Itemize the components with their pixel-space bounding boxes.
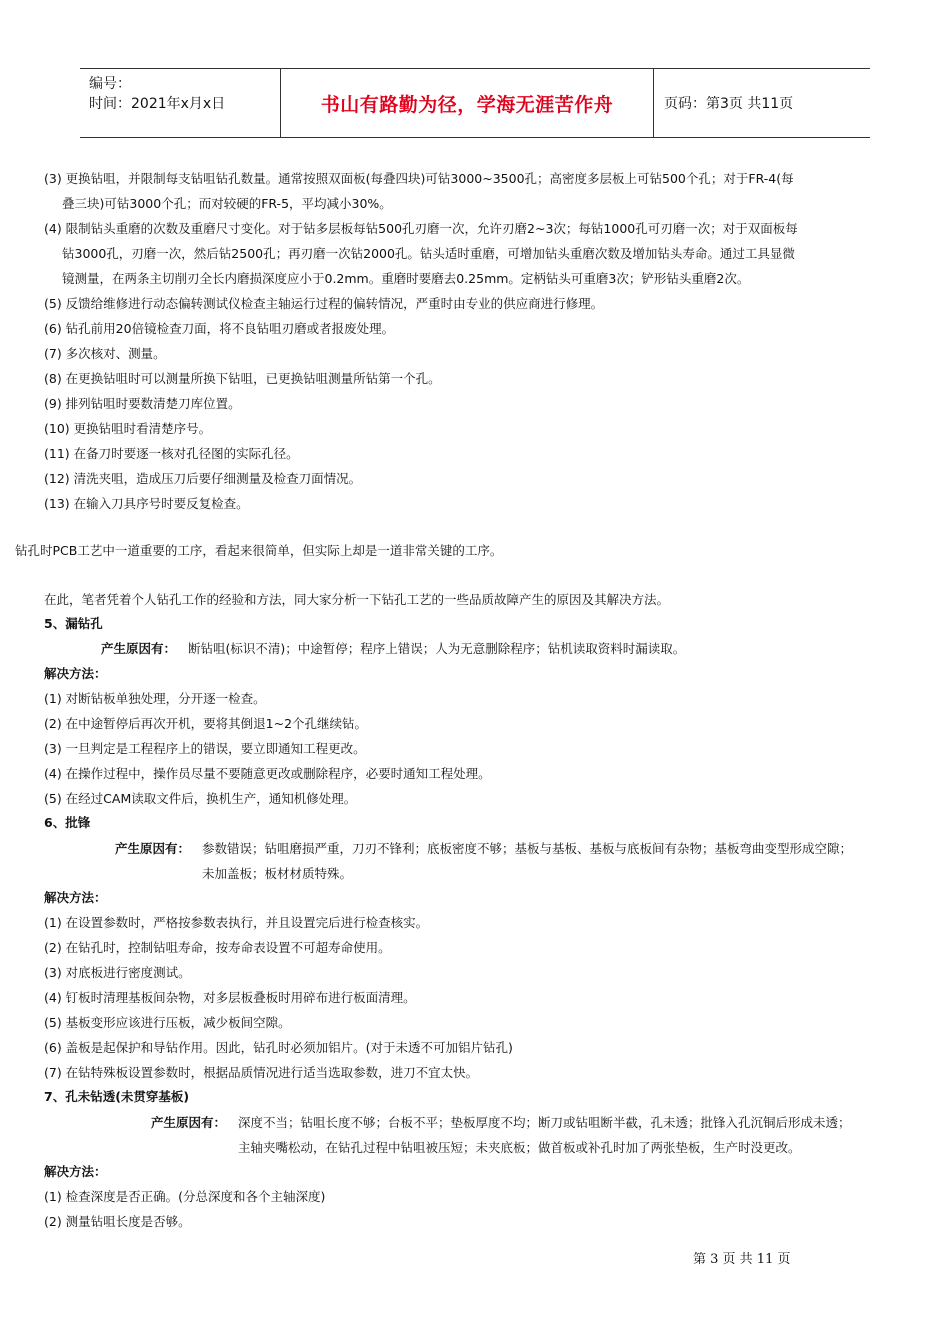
cause-text: 主轴夹嘴松动，在钻孔过程中钻咀被压短；未夹底板；做首板或补孔时加了两张垫板，生产时没更改。 <box>238 1140 801 1155</box>
text-line: (5) 反馈给维修进行动态偏转测试仪检查主轴运行过程的偏转情况，严重时由专业的供应商进行修理。 <box>44 296 604 311</box>
text-line: (4) 在操作过程中，操作员尽量不要随意更改或删除程序，必要时通知工程处理。 <box>44 766 491 781</box>
solution-label: 解决方法： <box>44 666 107 681</box>
cause-text: 断钻咀(标识不清)；中途暂停；程序上错误；人为无意删除程序；钻机读取资料时漏读取。 <box>188 641 686 656</box>
page-header <box>80 68 870 138</box>
paragraph: 钻孔时PCB工艺中一道重要的工序，看起来很简单，但实际上却是一道非常关键的工序。 <box>15 543 503 558</box>
text-line: (3) 对底板进行密度测试。 <box>44 965 191 980</box>
text-line: (12) 清洗夹咀，造成压刀后要仔细测量及检查刀面情况。 <box>44 471 362 486</box>
paragraph: 在此，笔者凭着个人钻孔工作的经验和方法，同大家分析一下钻孔工艺的一些品质故障产生的原因及其解决方法。 <box>44 592 670 607</box>
text-line: (2) 在钻孔时，控制钻咀寿命，按寿命表设置不可超寿命使用。 <box>44 940 391 955</box>
text-line: (10) 更换钻咀时看清楚序号。 <box>44 421 212 436</box>
text-line: (7) 在钻特殊板设置参数时，根据品质情况进行适当选取参数，进刀不宜太快。 <box>44 1065 479 1080</box>
cause-text: 未加盖板；板材材质特殊。 <box>202 866 353 881</box>
date-label: 时间：2021年x月x日 <box>89 96 226 112</box>
text-line: (9) 排列钻咀时要数清楚刀库位置。 <box>44 396 241 411</box>
text-line: (4) 限制钻头重磨的次数及重磨尺寸变化。对于钻多层板每钻500孔刃磨一次，允许刃磨2~3次；每钻1000孔可刃磨一次；对于双面板每 <box>44 221 798 236</box>
cause-text: 深度不当；钻咀长度不够；台板不平；垫板厚度不均；断刀或钻咀断半截，孔未透；批锋入孔沉铜后形成未透； <box>238 1115 851 1130</box>
text-line: 钻3000孔，刃磨一次，然后钻2500孔；再刃磨一次钻2000孔。钻头适时重磨，可增加钻头重磨次数及增加钻头寿命。通过工具显微 <box>62 246 795 261</box>
text-line: 叠三块)可钻3000个孔；而对较硬的FR-5，平均减小30%。 <box>62 196 392 211</box>
cause-label: 产生原因有： <box>151 1115 227 1130</box>
text-line: (4) 钉板时清理基板间杂物，对多层板叠板时用碎布进行板面清理。 <box>44 990 416 1005</box>
section-heading: 6、批锋 <box>44 815 91 830</box>
text-line: (13) 在输入刀具序号时要反复检查。 <box>44 496 249 511</box>
text-line: (3) 一旦判定是工程程序上的错误，要立即通知工程更改。 <box>44 741 366 756</box>
text-line: (6) 钻孔前用20倍镜检查刀面，将不良钻咀刃磨或者报废处理。 <box>44 321 395 336</box>
page-footer: 第 3 页 共 11 页 <box>693 1252 791 1267</box>
motto: 书山有路勤为径，学海无涯苦作舟 <box>280 69 654 137</box>
text-line: (2) 测量钻咀长度是否够。 <box>44 1214 191 1229</box>
header-left-cell <box>80 69 280 137</box>
text-line: (5) 在经过CAM读取文件后，换机生产，通知机修处理。 <box>44 791 357 806</box>
solution-label: 解决方法： <box>44 890 107 905</box>
section-heading: 5、漏钻孔 <box>44 616 103 631</box>
text-line: (6) 盖板是起保护和导钻作用。因此，钻孔时必须加铝片。(对于未透不可加铝片钻孔) <box>44 1040 513 1055</box>
text-line: (7) 多次核对、测量。 <box>44 346 166 361</box>
number-label: 编号： <box>89 76 131 92</box>
text-line: (8) 在更换钻咀时可以测量所换下钻咀，已更换钻咀测量所钻第一个孔。 <box>44 371 441 386</box>
text-line: (5) 基板变形应该进行压板，减少板间空隙。 <box>44 1015 291 1030</box>
text-line: (3) 更换钻咀，并限制每支钻咀钻孔数量。通常按照双面板(每叠四块)可钻3000~3500孔；高密度多层板上可钻500个孔；对于FR-4(每 <box>44 171 794 186</box>
text-line: (1) 对断钻板单独处理，分开逐一检查。 <box>44 691 266 706</box>
text-line: 镜测量，在两条主切削刃全长内磨损深度应小于0.2mm。重磨时要磨去0.25mm。定柄钻头可重磨3次；铲形钻头重磨2次。 <box>62 271 750 286</box>
section-heading: 7、孔未钻透(未贯穿基板) <box>44 1089 190 1104</box>
text-line: (1) 检查深度是否正确。(分总深度和各个主轴深度) <box>44 1189 326 1204</box>
cause-text: 参数错误；钻咀磨损严重，刀刃不锋利；底板密度不够；基板与基板、基板与底板间有杂物；基板弯曲变型形成空隙； <box>202 841 853 856</box>
page-code: 页码：第3页 共11页 <box>664 96 794 112</box>
solution-label: 解决方法： <box>44 1164 107 1179</box>
cause-label: 产生原因有： <box>101 641 177 656</box>
cause-label: 产生原因有： <box>115 841 191 856</box>
text-line: (2) 在中途暂停后再次开机，要将其倒退1~2个孔继续钻。 <box>44 716 368 731</box>
text-line: (1) 在设置参数时，严格按参数表执行，并且设置完后进行检查核实。 <box>44 915 429 930</box>
text-line: (11) 在备刀时要逐一核对孔径图的实际孔径。 <box>44 446 299 461</box>
